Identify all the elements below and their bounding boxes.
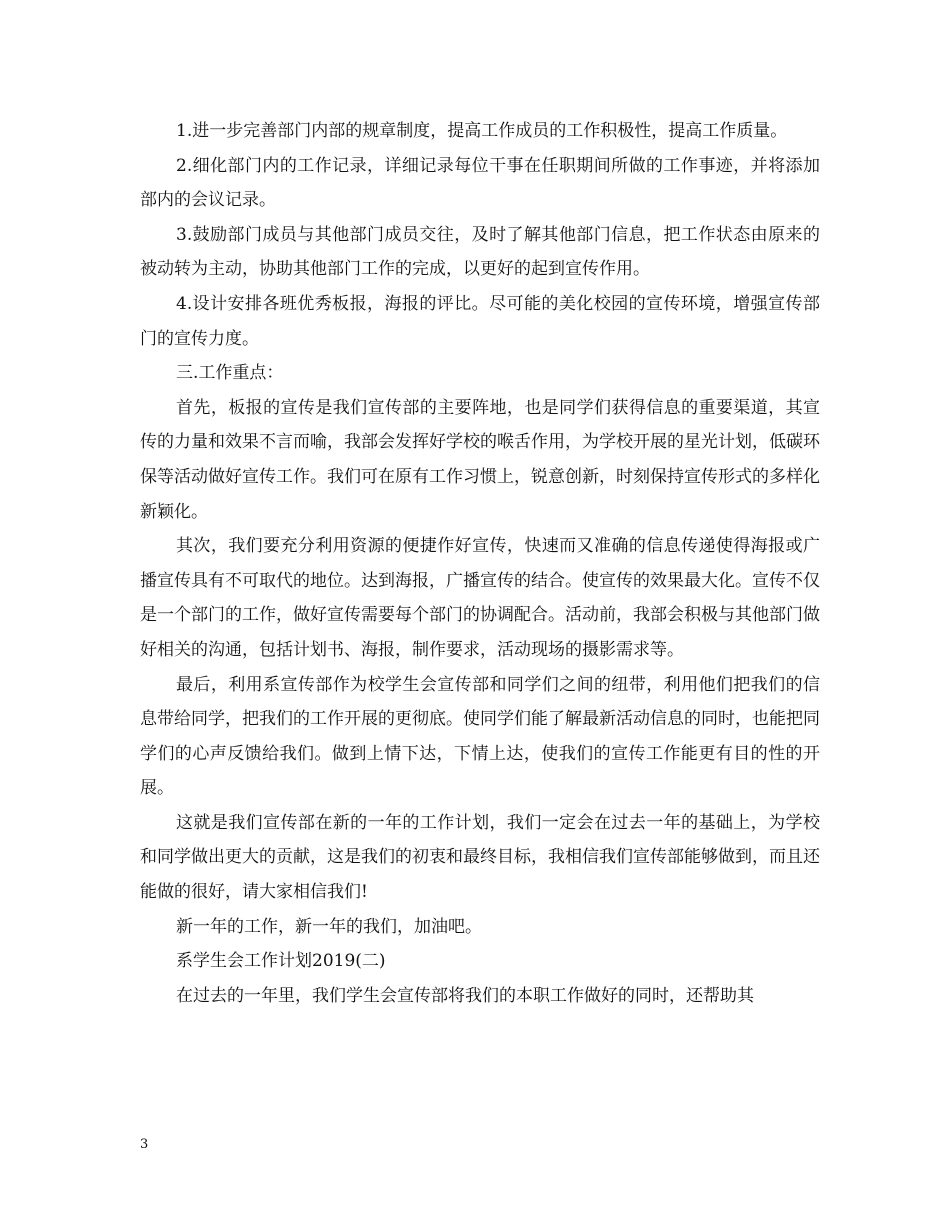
paragraph: 1.进一步完善部门内部的规章制度，提高工作成员的工作积极性，提高工作质量。 xyxy=(176,121,788,141)
document-subtitle: 系学生会工作计划2019(二) xyxy=(176,951,386,972)
paragraph: 最后，利用系宣传部作为校学生会宣传部和同学们之间的纽带，利用他们把我们的信息带给同学，把我们的工作开展的更彻底。使同学们能了解最新活动信息的同时，也能把同学们的心声反馈给我们。做到上情下达，下情上达，使我们的宣传工作能更有目的性的开展。 xyxy=(140,674,820,799)
paragraph: 这就是我们宣传部在新的一年的工作计划，我们一定会在过去一年的基础上，为学校和同学做出更大的贡献，这是我们的初衷和最终目标，我相信我们宣传部能够做到，而且还能做的很好，请大家相信我们! xyxy=(140,812,820,903)
document-body xyxy=(140,114,820,1013)
paragraph: 在过去的一年里，我们学生会宣传部将我们的本职工作做好的同时，还帮助其 xyxy=(176,985,754,1006)
section-heading: 三.工作重点： xyxy=(176,363,284,384)
page-number: 3 xyxy=(140,1137,149,1152)
paragraph: 2.细化部门内的工作记录，详细记录每位干事在任职期间所做的工作事迹，并将添加部内的会议记录。 xyxy=(140,155,820,211)
paragraph: 4.设计安排各班优秀板报，海报的评比。尽可能的美化校园的宣传环境，增强宣传部门的宣传力度。 xyxy=(140,293,820,349)
paragraph: 新一年的工作，新一年的我们，加油吧。 xyxy=(176,916,482,937)
paragraph: 首先，板报的宣传是我们宣传部的主要阵地，也是同学们获得信息的重要渠道，其宣传的力量和效果不言而喻，我部会发挥好学校的喉舌作用，为学校开展的星光计划，低碳环保等活动做好宣传工作。我们可在原有工作习惯上，锐意创新，时刻保持宣传形式的多样化新颖化。 xyxy=(140,397,820,522)
paragraph: 其次，我们要充分利用资源的便捷作好宣传，快速而又准确的信息传递使得海报或广播宣传具有不可取代的地位。达到海报，广播宣传的结合。使宣传的效果最大化。宣传不仅是一个部门的工作，做好宣传需要每个部门的协调配合。活动前，我部会积极与其他部门做好相关的沟通，包括计划书、海报，制作要求，活动现场的摄影需求等。 xyxy=(140,536,820,660)
paragraph: 3.鼓励部门成员与其他部门成员交往，及时了解其他部门信息，把工作状态由原来的被动转为主动，协助其他部门工作的完成，以更好的起到宣传作用。 xyxy=(140,224,820,280)
